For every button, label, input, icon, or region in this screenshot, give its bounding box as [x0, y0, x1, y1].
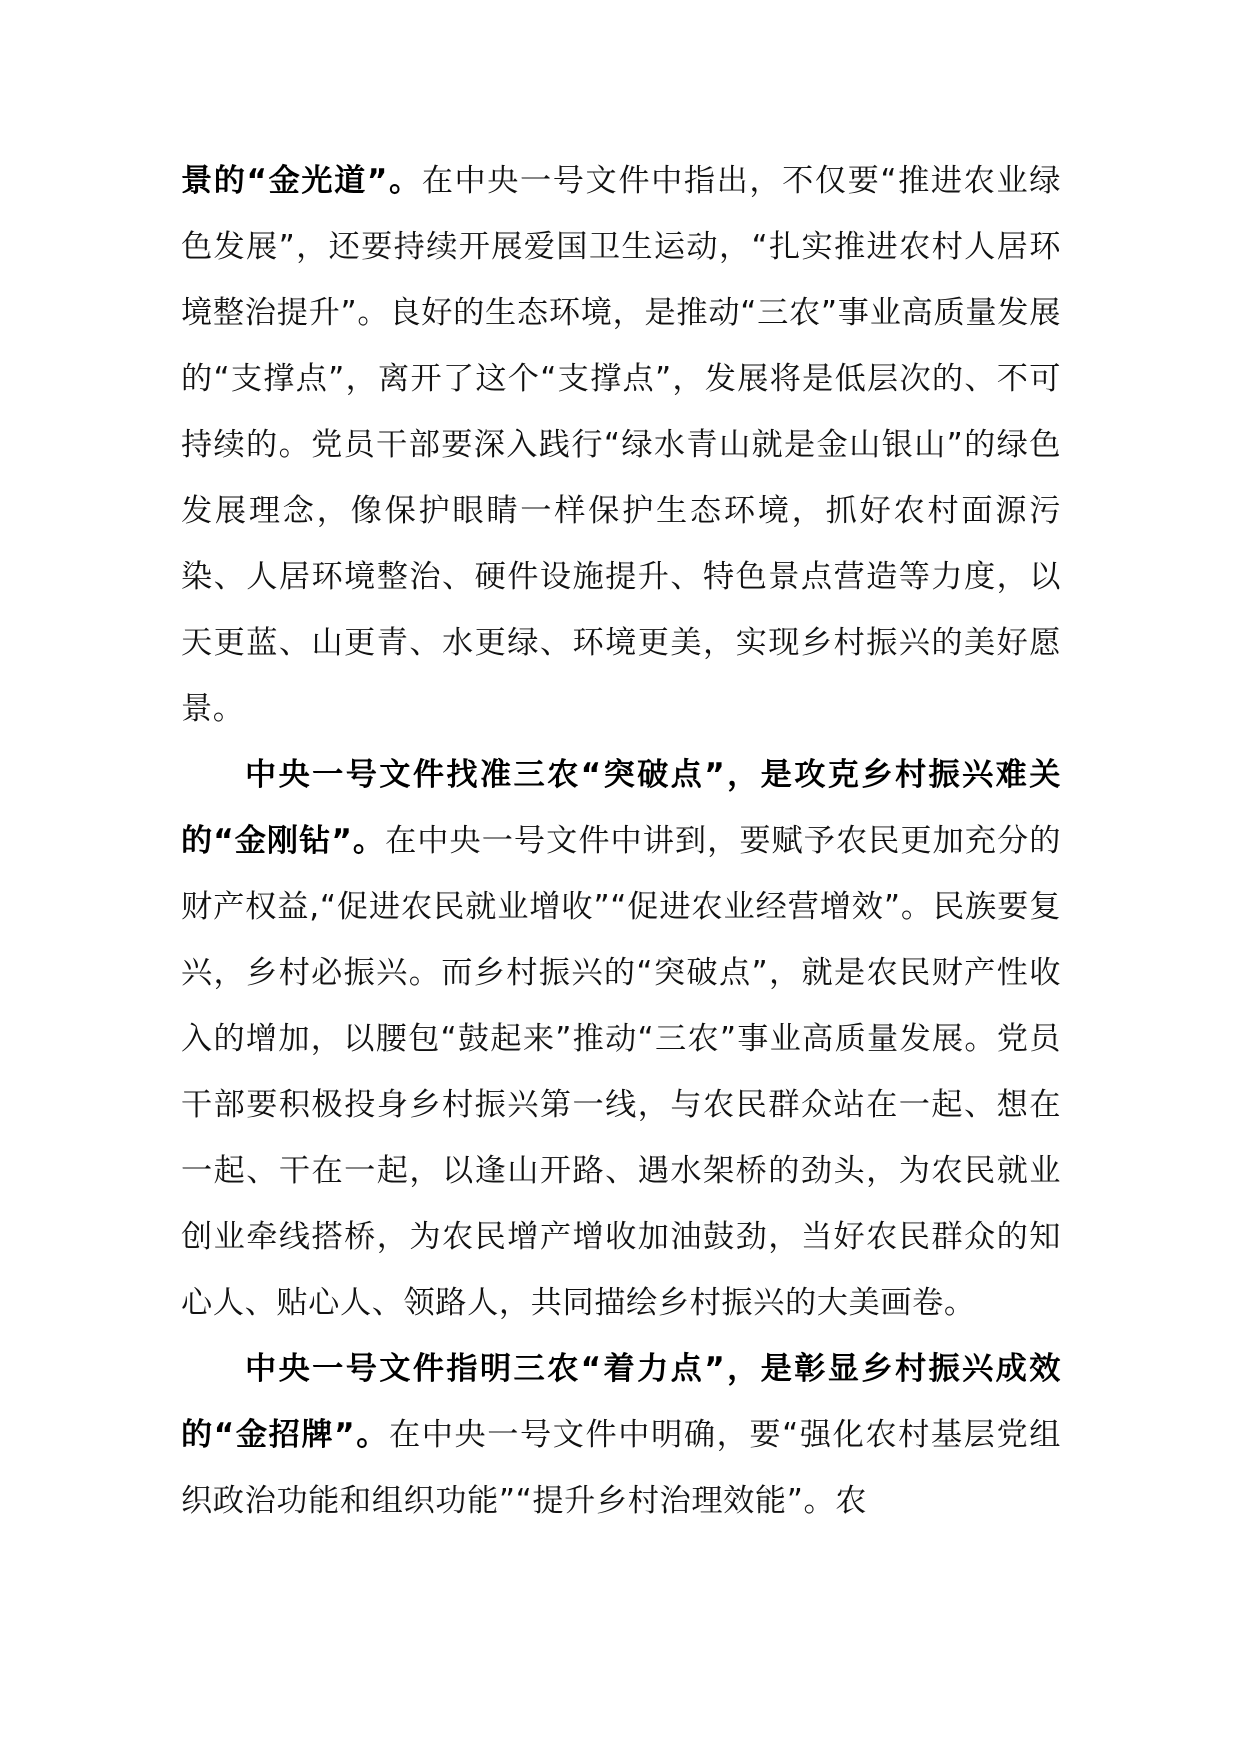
paragraph-breakthrough-point [181, 742, 1061, 1336]
paragraph-lead: 景的“金光道”。 [181, 163, 422, 199]
paragraph-green-development [181, 148, 1061, 742]
paragraph-body: 在中央一号文件中讲到，要赋予农民更加充分的财产权益,“促进农民就业增收”“促进农业经营增效”。民族要复兴，乡村必振兴。而乡村振兴的“突破点”，就是农民财产性收入的增加，以腰包“鼓起来”推动“三农”事业高质量发展。党员干部要积极投身乡村振兴第一线，与农民群众站在一起、想在一起、干在一起，以逢山开路、遇水架桥的劲头，为农民就业创业牵线搭桥，为农民增产增收加油鼓劲，当好农民群众的知心人、贴心人、领路人，共同描绘乡村振兴的大美画卷。 [181, 823, 1061, 1321]
paragraph-body: 在中央一号文件中明确，要“强化农村基层党组织政治功能和组织功能”“提升乡村治理效能”。农 [181, 1417, 1061, 1519]
paragraph-focus-point [181, 1336, 1061, 1534]
paragraph-lead: 中央一号文件指明三农“着力点”，是彰显乡村振兴成效的“金招牌”。 [181, 1351, 1061, 1453]
document-body [181, 148, 1061, 1534]
paragraph-lead: 中央一号文件找准三农“突破点”，是攻克乡村振兴难关的“金刚钻”。 [181, 757, 1061, 859]
paragraph-body: 在中央一号文件中指出，不仅要“推进农业绿色发展”，还要持续开展爱国卫生运动，“扎实推进农村人居环境整治提升”。良好的生态环境，是推动“三农”事业高质量发展的“支撑点”，离开了这个“支撑点”，发展将是低层次的、不可持续的。党员干部要深入践行“绿水青山就是金山银山”的绿色发展理念，像保护眼睛一样保护生态环境，抓好农村面源污染、人居环境整治、硬件设施提升、特色景点营造等力度，以天更蓝、山更青、水更绿、环境更美，实现乡村振兴的美好愿景。 [181, 163, 1061, 727]
